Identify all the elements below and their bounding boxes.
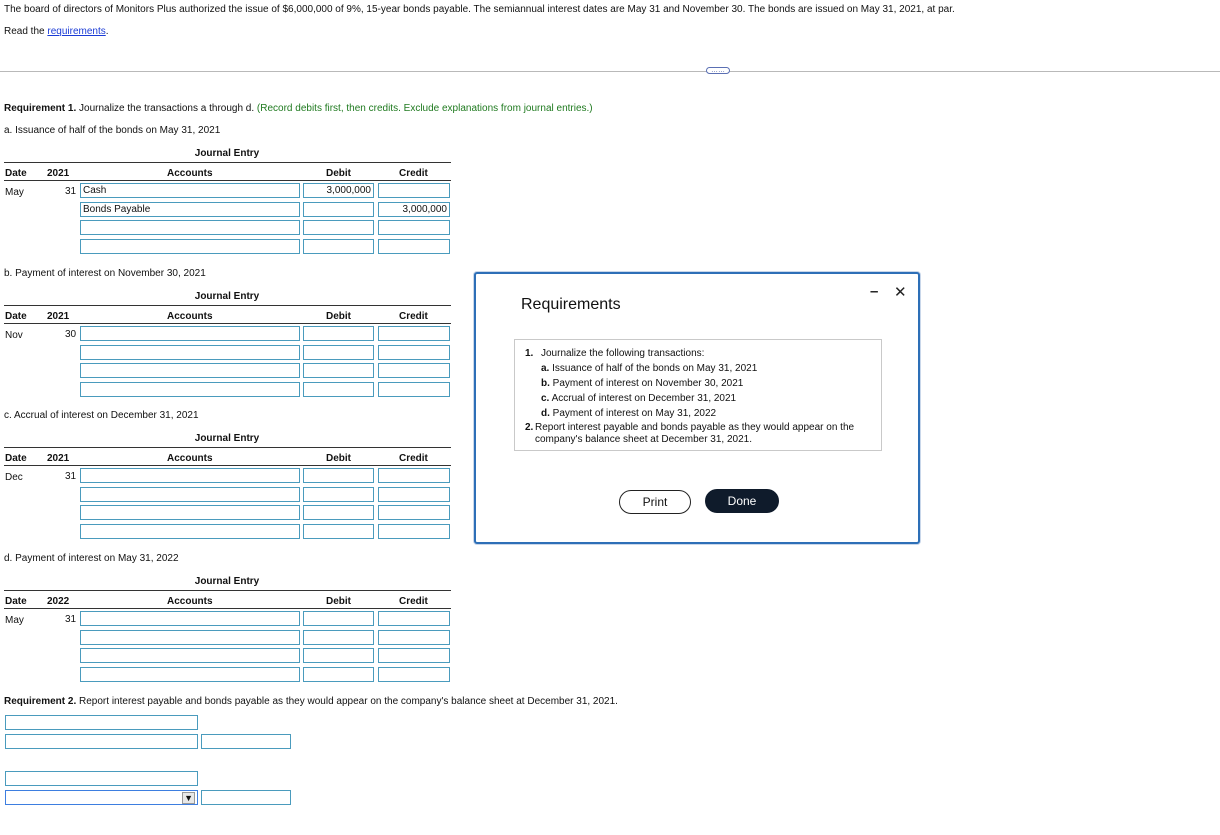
account-input[interactable] — [80, 524, 300, 539]
section-label: c. Accrual of interest on December 31, 2021 — [4, 410, 199, 421]
close-icon[interactable]: ✕ — [894, 284, 907, 301]
item-number: 2. — [525, 422, 534, 433]
account-input[interactable] — [80, 220, 300, 235]
balance-sheet-line-4-amount[interactable] — [201, 790, 291, 805]
req2-text: Report interest payable and bonds payable as they would appear on the company's balance sheet at December 31, 2021. — [76, 696, 618, 707]
journal-entry-title: Journal Entry — [194, 291, 260, 302]
header-top-rule — [4, 447, 451, 448]
dropdown-arrow-icon[interactable]: ▼ — [184, 793, 193, 803]
header-bottom-rule — [4, 608, 451, 609]
credit-header: Credit — [399, 453, 428, 464]
credit-input[interactable] — [378, 611, 450, 626]
credit-input[interactable] — [378, 220, 450, 235]
requirement-subitem-c — [525, 391, 871, 406]
done-button[interactable]: Done — [705, 489, 779, 513]
requirement-subitem-a — [525, 361, 871, 376]
credit-input[interactable] — [378, 630, 450, 645]
date-day: 31 — [65, 614, 77, 625]
journal-entry-title: Journal Entry — [194, 433, 260, 444]
account-input[interactable] — [80, 505, 300, 520]
requirements-link[interactable]: requirements — [47, 26, 106, 37]
account-input[interactable] — [80, 239, 300, 254]
debit-input[interactable] — [303, 667, 374, 682]
debit-input[interactable] — [303, 363, 374, 378]
account-input[interactable] — [80, 468, 300, 483]
requirement-item-2 — [525, 422, 871, 446]
account-input[interactable]: Cash — [80, 183, 300, 198]
account-input[interactable] — [80, 345, 300, 360]
debit-input[interactable] — [303, 630, 374, 645]
date-header: Date — [5, 453, 27, 464]
credit-input[interactable]: 3,000,000 — [378, 202, 450, 217]
account-input[interactable] — [80, 611, 300, 626]
requirement-subitem-d — [525, 406, 871, 421]
debit-input[interactable] — [303, 382, 374, 397]
item-text: Report interest payable and bonds payable as they would appear on the company's balance sheet at December 31, 2021. — [534, 422, 855, 445]
subitem-text: Issuance of half of the bonds on May 31, 2021 — [549, 363, 758, 374]
read-suffix: . — [105, 26, 109, 37]
credit-input[interactable] — [378, 468, 450, 483]
subitem-letter: b. — [541, 378, 550, 389]
read-prefix: Read the — [4, 26, 48, 37]
debit-input[interactable]: 3,000,000 — [303, 183, 374, 198]
debit-input[interactable] — [303, 468, 374, 483]
debit-header: Debit — [326, 453, 351, 464]
debit-input[interactable] — [303, 611, 374, 626]
section-label: d. Payment of interest on May 31, 2022 — [4, 553, 179, 564]
item-number: 1. — [525, 348, 534, 359]
debit-input[interactable] — [303, 648, 374, 663]
requirements-list — [514, 339, 882, 451]
subitem-letter: d. — [541, 408, 550, 419]
balance-sheet-line-1-input[interactable] — [5, 715, 198, 730]
balance-sheet-line-2-input[interactable] — [5, 734, 198, 749]
account-input[interactable] — [80, 363, 300, 378]
credit-input[interactable] — [378, 505, 450, 520]
date-month: Dec — [5, 472, 23, 483]
credit-input[interactable] — [378, 345, 450, 360]
balance-sheet-line-4-select[interactable] — [5, 790, 198, 805]
subitem-text: Payment of interest on May 31, 2022 — [549, 408, 717, 419]
account-input[interactable] — [80, 667, 300, 682]
account-input[interactable] — [80, 630, 300, 645]
year-header: 2022 — [47, 596, 70, 607]
credit-input[interactable] — [378, 524, 450, 539]
print-button[interactable]: Print — [619, 490, 691, 514]
minimize-icon[interactable]: – — [870, 283, 879, 300]
expand-more-button[interactable]: …… — [706, 67, 730, 74]
date-month: May — [5, 187, 24, 198]
date-header: Date — [5, 311, 27, 322]
debit-header: Debit — [326, 311, 351, 322]
credit-input[interactable] — [378, 326, 450, 341]
debit-input[interactable] — [303, 239, 374, 254]
requirement-subitem-b — [525, 376, 871, 391]
credit-input[interactable] — [378, 183, 450, 198]
subitem-letter: c. — [541, 393, 550, 404]
credit-header: Credit — [399, 596, 428, 607]
req1-text: Journalize the transactions a through d. — [76, 103, 257, 114]
problem-statement: The board of directors of Monitors Plus authorized the issue of $6,000,000 of 9%, 15-year bonds payable. The semiannual interest dates are May 31 and November 30. The bonds are issued on May 31, 2021, at par. — [4, 4, 955, 15]
debit-input[interactable] — [303, 487, 374, 502]
debit-input[interactable] — [303, 505, 374, 520]
dialog-title: Requirements — [521, 296, 621, 313]
requirement-item-1 — [525, 346, 871, 361]
credit-input[interactable] — [378, 667, 450, 682]
debit-header: Debit — [326, 596, 351, 607]
credit-input[interactable] — [378, 382, 450, 397]
balance-sheet-line-2-amount[interactable] — [201, 734, 291, 749]
header-top-rule — [4, 590, 451, 591]
debit-header: Debit — [326, 168, 351, 179]
balance-sheet-line-3-input[interactable] — [5, 771, 198, 786]
req1-label: Requirement 1. — [4, 103, 77, 114]
date-day: 31 — [65, 471, 77, 482]
account-input[interactable] — [80, 326, 300, 341]
account-input[interactable] — [80, 648, 300, 663]
accounts-header: Accounts — [167, 596, 213, 607]
credit-input[interactable] — [378, 239, 450, 254]
date-month: May — [5, 615, 24, 626]
debit-input[interactable] — [303, 524, 374, 539]
header-bottom-rule — [4, 323, 451, 324]
debit-input[interactable] — [303, 202, 374, 217]
credit-input[interactable] — [378, 487, 450, 502]
req1-hint: (Record debits first, then credits. Exclude explanations from journal entries.) — [256, 103, 593, 114]
header-top-rule — [4, 305, 451, 306]
account-input[interactable] — [80, 487, 300, 502]
date-header: Date — [5, 168, 27, 179]
journal-entry-title: Journal Entry — [194, 148, 260, 159]
date-day: 31 — [65, 186, 77, 197]
header-bottom-rule — [4, 465, 451, 466]
section-label: a. Issuance of half of the bonds on May 31, 2021 — [4, 125, 221, 136]
credit-header: Credit — [399, 168, 428, 179]
accounts-header: Accounts — [167, 168, 213, 179]
credit-input[interactable] — [378, 363, 450, 378]
requirement-1-heading — [4, 103, 593, 114]
credit-header: Credit — [399, 311, 428, 322]
subitem-letter: a. — [541, 363, 550, 374]
header-bottom-rule — [4, 180, 451, 181]
journal-entry-title: Journal Entry — [194, 576, 260, 587]
year-header: 2021 — [47, 453, 70, 464]
account-input[interactable] — [80, 382, 300, 397]
year-header: 2021 — [47, 168, 70, 179]
item-text: Journalize the following transactions: — [541, 348, 705, 359]
divider — [0, 71, 1220, 72]
debit-input[interactable] — [303, 220, 374, 235]
debit-input[interactable] — [303, 326, 374, 341]
date-header: Date — [5, 596, 27, 607]
header-top-rule — [4, 162, 451, 163]
req2-label: Requirement 2. — [4, 696, 77, 707]
subitem-text: Payment of interest on November 30, 2021 — [549, 378, 744, 389]
accounts-header: Accounts — [167, 453, 213, 464]
accounts-header: Accounts — [167, 311, 213, 322]
credit-input[interactable] — [378, 648, 450, 663]
date-day: 30 — [65, 329, 77, 340]
date-month: Nov — [5, 330, 23, 341]
requirement-2-heading — [4, 696, 618, 707]
debit-input[interactable] — [303, 345, 374, 360]
requirements-dialog — [474, 272, 920, 544]
read-requirements-line — [4, 26, 109, 37]
subitem-text: Accrual of interest on December 31, 2021 — [549, 393, 737, 404]
year-header: 2021 — [47, 311, 70, 322]
section-label: b. Payment of interest on November 30, 2021 — [4, 268, 206, 279]
account-input[interactable]: Bonds Payable — [80, 202, 300, 217]
